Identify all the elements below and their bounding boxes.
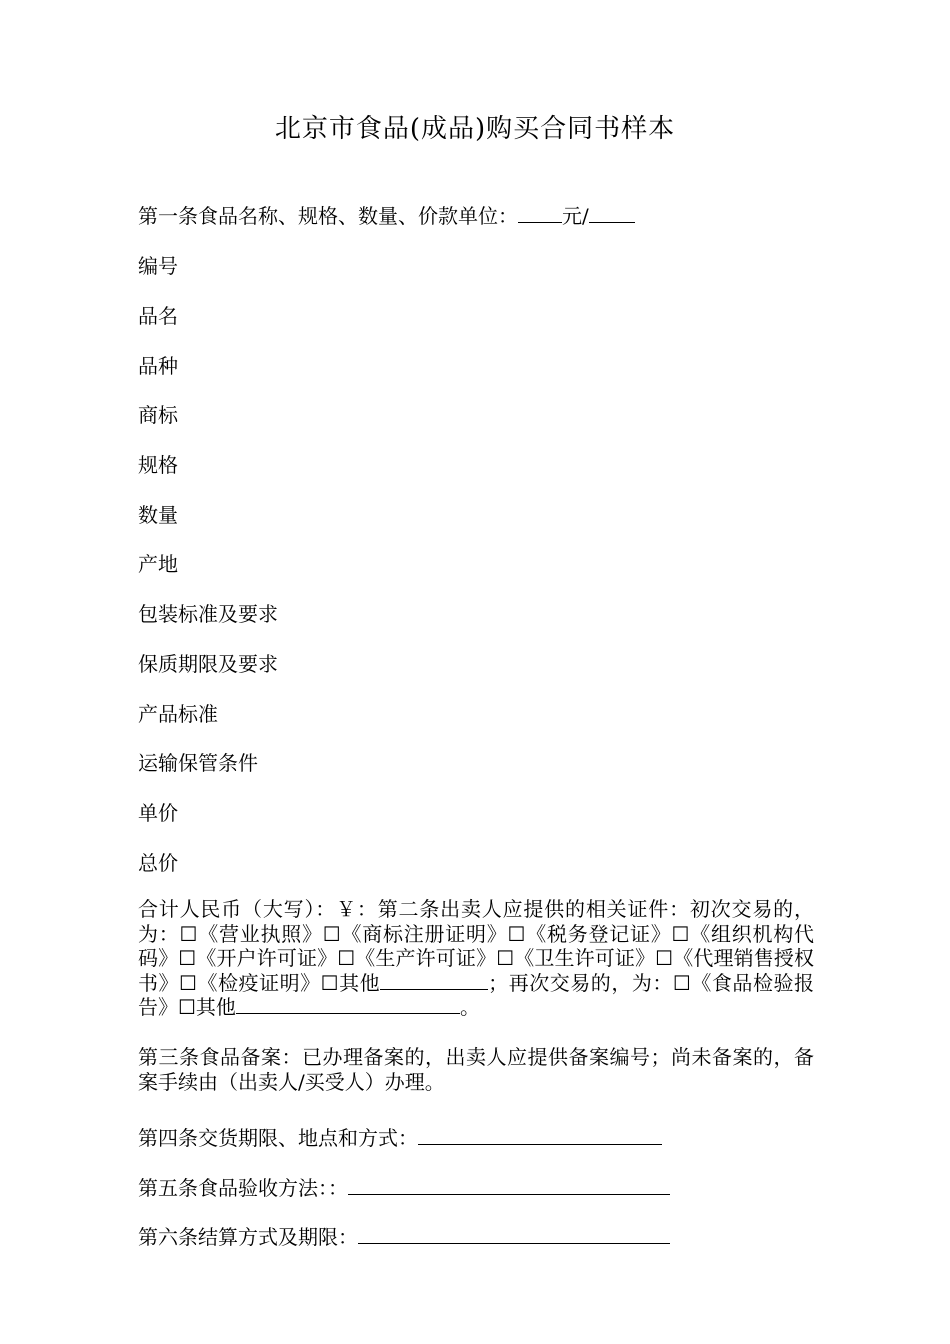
field-packaging: 包装标准及要求	[138, 602, 278, 626]
article-6-label: 第六条结算方式及期限：	[138, 1225, 358, 1249]
field-product-standard: 产品标准	[138, 702, 218, 726]
field-serial-number: 编号	[138, 254, 178, 278]
article-4-line	[138, 1122, 662, 1151]
field-product-name: 品名	[138, 304, 178, 328]
field-unit-price: 单价	[138, 801, 178, 825]
article-3-paragraph: 第三条食品备案：已办理备案的，出卖人应提供备案编号；尚未备案的，备案手续由（出卖人/买受人）办理。	[138, 1045, 814, 1094]
field-trademark: 商标	[138, 403, 178, 427]
delivery-blank	[418, 1126, 662, 1145]
field-specification: 规格	[138, 453, 178, 477]
article-1-label: 第一条食品名称、规格、数量、价款单位：	[138, 204, 518, 228]
other-certificates-blank	[380, 971, 488, 990]
document-title: 北京市食品(成品)购买合同书样本	[274, 114, 676, 144]
field-total-price: 总价	[138, 851, 178, 875]
article-2-text-a: 合计人民币（大写）：￥：第二条出卖人应提供的相关证件：初次交易的，为：☐《营业执照》☐《商标注册证明》☐《税务登记证》☐《组织机构代码》☐《开户许可证》☐《生产许可证》☐《卫生许可证》☐《代理销售授权书》☐《检疫证明》☐其他	[138, 897, 814, 995]
field-quantity: 数量	[138, 503, 178, 527]
other-reports-blank	[236, 995, 460, 1014]
acceptance-blank	[348, 1176, 670, 1195]
field-origin: 产地	[138, 552, 178, 576]
article-6-line	[138, 1221, 670, 1250]
field-shelf-life: 保质期限及要求	[138, 652, 278, 676]
article-2-end: 。	[459, 995, 480, 1019]
unit-blank	[589, 204, 635, 223]
unit-price-blank	[518, 204, 562, 223]
article-1-heading	[138, 200, 635, 229]
article-2-paragraph	[138, 897, 814, 1020]
article-2-text-b: ；再次交易的，为：☐《食品检验报告》☐其他	[138, 970, 814, 1019]
field-variety: 品种	[138, 354, 178, 378]
unit-separator: 元/	[562, 204, 589, 228]
article-5-line	[138, 1172, 670, 1201]
article-5-label: 第五条食品验收方法：：	[138, 1176, 348, 1200]
settlement-blank	[358, 1225, 670, 1244]
article-4-label: 第四条交货期限、地点和方式：	[138, 1126, 418, 1150]
field-transport-storage: 运输保管条件	[138, 751, 258, 775]
